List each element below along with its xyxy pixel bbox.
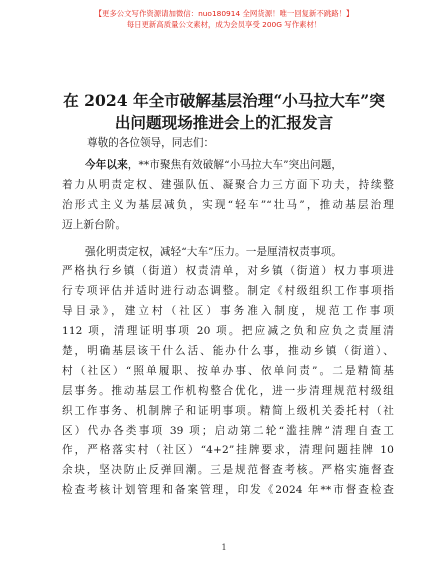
para2-line: 余块，坚决防止反弹回潮。三是规范督查考核。严格实施督查 xyxy=(62,464,394,477)
para2-line: 强化明责定权，减轻“大车”压力。一是厘清权责事项。 xyxy=(85,245,342,258)
para2-line: 行专项评估并适时进行动态调整。制定《村级组织工作事项指 xyxy=(62,285,394,298)
intro-lead: 今年以来 xyxy=(85,159,128,171)
promo-banner-line-1: 【更多公文写作资源请加微信：nuo180914 全网货源！唯一回复新不跳路！】 xyxy=(94,9,354,18)
document-title xyxy=(20,90,428,134)
intro-line: 迈上新台阶。 xyxy=(62,218,127,231)
para2-line: 楚，明确基层该干什么活、能办什么事，推动乡镇（街道）、 xyxy=(62,345,394,358)
intro-line-1-text: ，**市聚焦有效破解“小马拉大车”突出问题， xyxy=(127,159,343,171)
para2-line: 村（社区）“照单履职、按单办事、依单问责”。二是精简基 xyxy=(62,364,394,377)
para2-line: 作，严格落实村（社区）“4+2”挂牌要求，清理问题挂牌 10 xyxy=(62,444,394,457)
page-number: 1 xyxy=(221,543,227,552)
para2-line: 检查考核计划管理和备案管理，印发《2024 年**市督查检查 xyxy=(62,484,394,497)
document-title-line-2: 出问题现场推进会上的汇报发言 xyxy=(114,113,334,132)
intro-line: 治形式主义为基层减负，实现“轻车”“壮马”，推动基层治理 xyxy=(62,198,394,211)
para2-line: 严格执行乡镇（街道）权责清单，对乡镇（街道）权力事项进 xyxy=(62,265,394,278)
promo-banner-line-2: 每日更新高质量公文素材，成为会员享受 200G 写作素材！ xyxy=(126,20,322,29)
para2-line: 层事务。推动基层工作机构整合优化，进一步清理规范村级组 xyxy=(62,384,394,397)
intro-line-1 xyxy=(62,156,394,176)
document-body xyxy=(62,156,394,501)
para2-line: 区）代办各类事项 39 项；启动第二轮“滥挂牌”清理自查工 xyxy=(62,424,394,437)
intro-line: 着力从明责定权、建强队伍、凝聚合力三方面下功夫，持续整 xyxy=(62,178,394,191)
greeting: 尊敬的各位领导，同志们： xyxy=(87,137,215,149)
para2-line: 织工作事务、机制牌子和证明事项。精简上级机关委托村（社 xyxy=(62,404,394,417)
promo-banner xyxy=(0,8,448,30)
para2-line: 112 项，清理证明事项 20 项。把应减之负和应负之责厘清 xyxy=(62,325,394,338)
para2-line: 导目录》，建立村（社区）事务准入制度，规范工作事项 xyxy=(62,305,394,318)
document-title-line-1: 在 2024 年全市破解基层治理“小马拉大车”突 xyxy=(63,91,385,110)
